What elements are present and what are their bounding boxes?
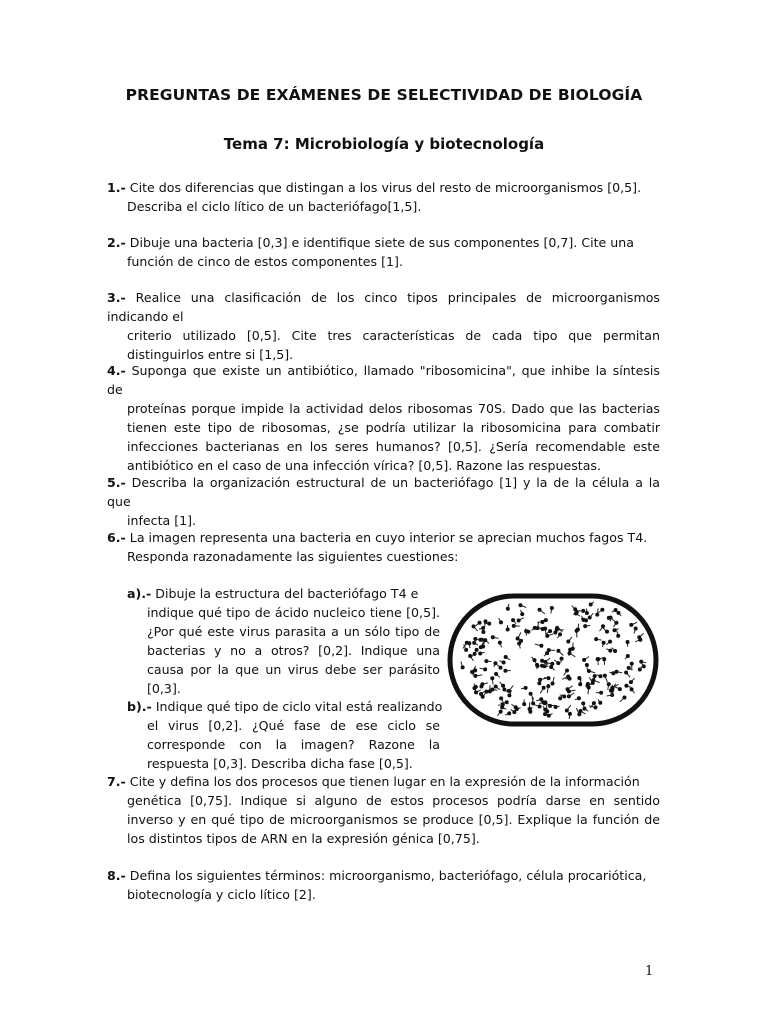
subquestion-text-cont: indique qué tipo de ácido nucleico tiene [0,5]. ¿Por qué este virus parasita a un sólo tipo de bacterias y no a otros? [0,2]. Indique una causa por la que un virus debe ser parásito [0,3]. xyxy=(147,605,440,696)
question-text-cont: genética [0,75]. Indique si alguno de estos procesos podría darse en sentido inverso y en qué tipo de microorganismos se produce [0,5]. Explique la función de los distintos tipos de ARN en la expresión génica [0,75]. xyxy=(127,793,660,846)
subquestion-a xyxy=(127,584,440,698)
document-title: PREGUNTAS DE EXÁMENES DE SELECTIVIDAD DE BIOLOGÍA xyxy=(125,86,643,104)
question-number: 2.- xyxy=(107,235,126,250)
subquestion-label: a).- xyxy=(127,586,152,601)
question-2 xyxy=(107,233,660,271)
subquestion-text-cont: el virus [0,2]. ¿Qué fase de ese ciclo se corresponde con la imagen? Razone la respuesta [0,3]. Describa dicha fase [0,5]. xyxy=(147,718,440,771)
question-number: 6.- xyxy=(107,530,126,545)
question-number: 3.- xyxy=(107,290,126,305)
question-text: Realice una clasificación de los cinco tipos principales de microorganismos indicando el xyxy=(107,290,660,324)
question-text-cont: Responda razonadamente las siguientes cuestiones: xyxy=(127,549,459,564)
question-text-cont: función de cinco de estos componentes [1]. xyxy=(127,254,403,269)
question-text: Cite y defina los dos procesos que tienen lugar en la expresión de la información xyxy=(129,774,640,789)
question-text: Defina los siguientes términos: microorganismo, bacteriófago, célula procariótica, xyxy=(129,868,647,883)
question-number: 1.- xyxy=(107,180,126,195)
question-7 xyxy=(107,772,660,848)
question-1 xyxy=(107,178,660,216)
question-8 xyxy=(107,866,660,904)
question-number: 8.- xyxy=(107,868,126,883)
question-text-cont: infecta [1]. xyxy=(127,513,197,528)
question-number: 4.- xyxy=(107,363,126,378)
question-6 xyxy=(107,528,660,566)
subquestion-label: b).- xyxy=(127,699,152,714)
question-text-cont: proteínas porque impide la actividad delos ribosomas 70S. Dado que las bacterias tienen este tipo de ribosomas, ¿se podría utilizar la ribosomicina para combatir infecciones bacterianas en los seres humanos? [0,5]. ¿Sería recomendable este antibiótico en el caso de una infección vírica? [0,5]. Razone las respuestas. xyxy=(127,401,660,473)
question-text: Suponga que existe un antibiótico, llamado "ribosomicina", que inhibe la síntesis de xyxy=(107,363,660,397)
document-subtitle: Tema 7: Microbiología y biotecnología xyxy=(223,135,545,153)
question-number: 7.- xyxy=(107,774,126,789)
question-4 xyxy=(107,361,660,475)
subquestion-text: Indique qué tipo de ciclo vital está realizando xyxy=(155,699,443,714)
question-text-cont: biotecnología y ciclo lítico [2]. xyxy=(127,887,316,902)
question-number: 5.- xyxy=(107,475,126,490)
question-text-cont: Describa el ciclo lítico de un bacteriófago[1,5]. xyxy=(127,199,422,214)
question-3 xyxy=(107,288,660,364)
subquestion-text: Dibuje la estructura del bacteriófago T4 e xyxy=(155,586,419,601)
subquestion-b xyxy=(127,697,660,773)
page-number: 1 xyxy=(645,964,654,979)
question-text: Cite dos diferencias que distingan a los virus del resto de microorganismos [0,5]. xyxy=(129,180,642,195)
question-text: Dibuje una bacteria [0,3] e identifique siete de sus componentes [0,7]. Cite una xyxy=(129,235,634,250)
question-text: Describa la organización estructural de un bacteriófago [1] y la de la célula a la que xyxy=(107,475,660,509)
question-5 xyxy=(107,473,660,530)
question-text: La imagen representa una bacteria en cuyo interior se aprecian muchos fagos T4. xyxy=(129,530,648,545)
question-text-cont: criterio utilizado [0,5]. Cite tres características de cada tipo que permitan distinguirlos entre si [1,5]. xyxy=(127,328,660,362)
